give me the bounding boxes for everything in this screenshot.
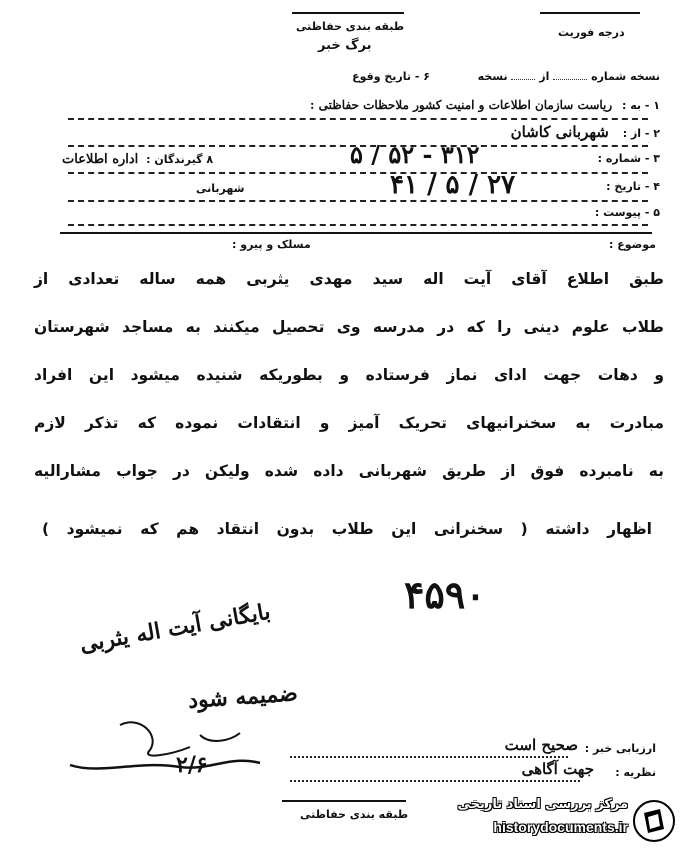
evaluation-rule [290,756,568,758]
body-line: و دهات جهت ادای نماز فرستاده و بطوریکه شنیده میشود این افراد [34,366,664,384]
watermark-logo-icon [632,799,676,843]
opinion-label: نظریه : [615,766,656,779]
footer-rule [282,800,406,802]
header-top-rule [292,12,404,14]
copy-number-label: نسخه شماره [591,70,660,83]
field-from-label: ۲ - از : [622,127,660,140]
field-number-label: ۳ - شماره : [597,152,660,165]
archive-number: ۴۵۹۰ [404,572,486,617]
evaluation-value: صحیح است [504,736,578,754]
body-line: به نامبرده فوق از طریق شهربانی داده شده ولیکن در جواب مشارالیه [34,462,664,480]
footer-classification: طبقه بندی حفاظتی [300,808,409,821]
field-from [511,123,660,141]
field-date-value: ۲۷ / ۵ / ۴۱ [390,170,516,200]
classification-label: طبقه بندی حفاظتی [296,20,405,33]
field-number-value: ۳۱۲ - ۵۲ / ۵ [350,140,480,169]
field-date-label: ۴ - تاریخ : [606,180,660,193]
opinion-value: جهت آگاهی [521,760,594,778]
field-number-rule [68,172,648,174]
field-to-rule [68,118,648,120]
field-recipients [62,152,213,167]
field-from-value: شهربانی کاشان [510,123,609,141]
field-attachment-label: ۵ - پیوست : [594,206,660,219]
watermark [457,795,680,847]
evaluation-label: ارزیابی خبر : [584,742,656,755]
field-recipients-label: ۸ گیرندگان : [146,153,214,166]
watermark-title: مرکز بررسی اسناد تاریخی [457,797,628,812]
copy-line: نسخه شماره از نسخه ۶ - تاریخ وقوع [352,70,660,83]
handwritten-note-line2: ضمیمه شود [187,680,299,714]
field-attachment-rule [68,224,648,226]
field-to [310,98,660,112]
document-title: برگ خبر [318,38,372,53]
field-to-label: ۱ - به : [622,99,660,112]
handwritten-note-line1: بایگانی آیت اله یثربی [77,598,273,658]
priority-top-rule [540,12,640,14]
field-to-value: ریاست سازمان اطلاعات و امنیت کشور ملاحظات حفاظتی : [310,98,613,112]
body-line: اظهار داشته ( سخنرانی این طلاب بدون انتقاد هم که نمیشود ) [42,520,652,538]
field-date-rule [68,200,648,202]
field-recipients-value: اداره اطلاعات [62,152,139,167]
copy-label: نسخه [477,70,508,83]
of-label: از [539,70,550,83]
field-recipients-extra: شهربانی [196,182,245,195]
initials: ۲/۶ [176,752,208,778]
subject-label: موضوع : [609,238,656,251]
sect-label: مسلک و پیرو : [232,238,311,251]
signature-scribble [60,705,300,795]
event-date-label: تاریخ وقوع [352,70,412,83]
opinion-rule [290,780,580,782]
priority-label: درجه فوریت [558,26,625,39]
section-separator [60,232,652,234]
body-line: طلاب علوم دینی را که در مدرسه وی تحصیل میکنند به مساجد شهرستان [34,318,664,336]
body-line: مبادرت به سخنرانیهای تحریک آمیز و انتقادات نموده که تذکر لازم [34,414,664,432]
watermark-url: historydocuments.ir [493,819,628,835]
body-line: طبق اطلاع آقای آیت اله سید مهدی یثربی همه ساله تعدادی از [34,270,664,288]
event-number: ۶ [423,70,430,83]
